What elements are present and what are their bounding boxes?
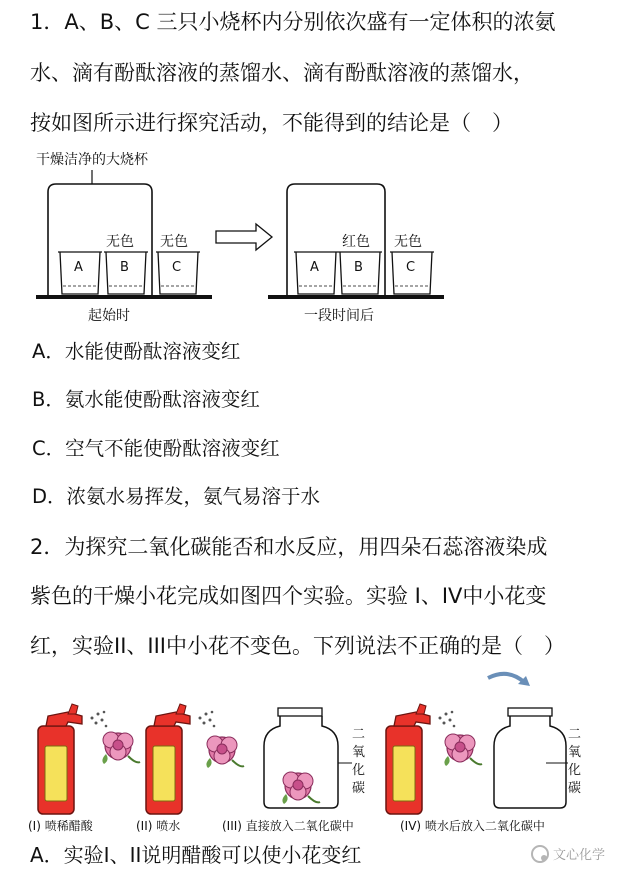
svg-text:二: 二 [352, 727, 366, 742]
q1-option-a[interactable]: A．水能使酚酞溶液变红 [32, 340, 241, 363]
beaker-b-label-start: B [120, 260, 129, 275]
big-beaker-start [48, 184, 152, 296]
bench-later [268, 295, 444, 299]
beaker-c-label-start: C [172, 260, 182, 275]
gas-label-iv [568, 727, 581, 796]
flower-iv [444, 734, 482, 766]
watermark [531, 844, 605, 863]
wechat-icon [531, 845, 549, 863]
figure-litmus-flowers [0, 668, 621, 838]
caption-iii: (III) 直接放入二氧化碳中 [222, 819, 354, 833]
svg-text:化: 化 [352, 763, 366, 778]
beaker-c-color-start: 无色 [160, 234, 188, 250]
svg-text:化: 化 [568, 763, 582, 778]
caption-later: 一段时间后 [304, 308, 374, 324]
jar-iv [494, 708, 566, 808]
caption-start: 起始时 [88, 308, 130, 324]
beaker-b-label-later: B [354, 260, 363, 275]
q1-line-2: 水、滴有酚酞溶液的蒸馏水、滴有酚酞溶液的蒸馏水， [30, 61, 534, 85]
svg-text:碳: 碳 [352, 781, 366, 796]
flower-i [102, 732, 140, 764]
q1-option-c[interactable]: C．空气不能使酚酞溶液变红 [32, 437, 280, 460]
beaker-a-label-start: A [74, 260, 83, 275]
watermark-text: 文心化学 [552, 848, 605, 863]
q2-option-a[interactable]: A．实验I、II说明醋酸可以使小花变红 [30, 843, 362, 867]
flower-iii [282, 772, 320, 804]
flower-ii [206, 736, 244, 768]
q1-option-d[interactable]: D．浓氨水易挥发，氨气易溶于水 [32, 485, 321, 508]
spray-bottle-water-iv [386, 704, 455, 814]
q1-line-3: 按如图所示进行探究活动，不能得到的结论是（ ） [30, 111, 513, 135]
beaker-a-label-later: A [310, 260, 319, 275]
figure-ammonia-diffusion [0, 140, 621, 335]
caption-i: (I) 喷稀醋酸 [28, 819, 93, 833]
beaker-b-color-later: 红色 [342, 234, 370, 250]
beaker-c-color-later: 无色 [394, 234, 422, 250]
caption-ii: (II) 喷水 [136, 819, 181, 833]
q2-line-1: 2．为探究二氧化碳能否和水反应，用四朵石蕊溶液染成 [30, 535, 548, 559]
beaker-b-color-start: 无色 [106, 234, 134, 250]
q1-line-1: 1．A、B、C 三只小烧杯内分别依次盛有一定体积的浓氨 [30, 10, 556, 34]
transfer-arrow [488, 674, 524, 682]
spray-bottle-water [146, 704, 215, 814]
svg-text:氧: 氧 [352, 745, 366, 760]
q2-line-2: 紫色的干燥小花完成如图四个实验。实验 I、IV中小花变 [30, 584, 547, 608]
q1-option-b[interactable]: B．氨水能使酚酞溶液变红 [32, 388, 260, 411]
gas-label-iii [352, 727, 365, 796]
bench-start [36, 295, 212, 299]
process-arrow [216, 224, 272, 250]
spray-bottle-vinegar [38, 704, 107, 814]
q2-line-3: 红，实验II、III中小花不变色。下列说法不正确的是（ ） [30, 634, 565, 658]
big-beaker-later [287, 184, 385, 296]
svg-text:碳: 碳 [568, 781, 582, 796]
caption-iv: (IV) 喷水后放入二氧化碳中 [400, 819, 545, 833]
beaker-c-label-later: C [406, 260, 416, 275]
svg-text:二: 二 [568, 727, 582, 742]
big-beaker-label: 干燥洁净的大烧杯 [36, 152, 148, 168]
svg-text:氧: 氧 [568, 745, 582, 760]
